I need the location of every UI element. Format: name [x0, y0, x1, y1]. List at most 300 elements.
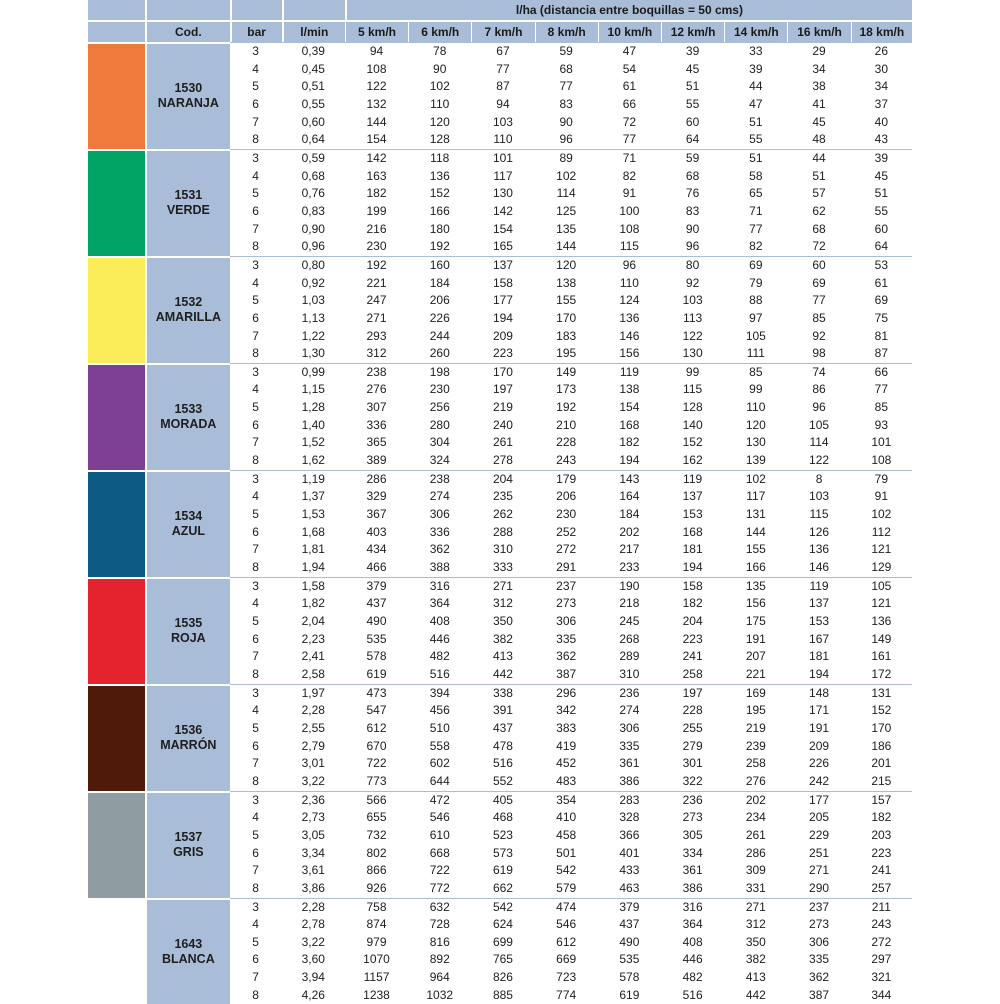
- rate-cell: 47: [724, 96, 787, 114]
- rate-cell: 34: [851, 78, 912, 96]
- rate-cell: 138: [598, 381, 661, 399]
- rate-cell: 54: [598, 61, 661, 79]
- rate-cell: 183: [535, 328, 598, 346]
- rate-cell: 194: [471, 310, 534, 328]
- rate-cell: 29: [787, 42, 850, 61]
- flow-cell: 2,36: [282, 791, 345, 810]
- rate-cell: 201: [851, 755, 912, 773]
- rate-cell: 120: [724, 417, 787, 435]
- rate-cell: 61: [598, 78, 661, 96]
- rate-cell: 99: [661, 363, 724, 382]
- rate-cell: 233: [598, 559, 661, 577]
- rate-cell: 83: [535, 96, 598, 114]
- rate-cell: 307: [345, 399, 408, 417]
- rate-cell: 149: [535, 363, 598, 382]
- rate-cell: 257: [851, 880, 912, 898]
- nozzle-color-name: ROJA: [147, 631, 229, 646]
- flow-cell: 2,58: [282, 666, 345, 684]
- column-header-speed: 8 km/h: [535, 20, 598, 42]
- flow-cell: 1,30: [282, 345, 345, 363]
- rate-cell: 45: [851, 168, 912, 186]
- rate-cell: 62: [787, 203, 850, 221]
- nozzle-code-cell: [145, 470, 229, 577]
- rate-cell: 221: [345, 275, 408, 293]
- rate-cell: 94: [345, 42, 408, 61]
- rate-cell: 77: [724, 221, 787, 239]
- rate-cell: 41: [787, 96, 850, 114]
- rate-cell: 219: [471, 399, 534, 417]
- nozzle-code: 1530: [147, 81, 229, 96]
- nozzle-code-cell: [145, 256, 229, 363]
- pressure-cell: 6: [230, 203, 282, 221]
- pressure-cell: 7: [230, 862, 282, 880]
- rate-cell: 361: [598, 755, 661, 773]
- rate-cell: 82: [598, 168, 661, 186]
- flow-cell: 4,26: [282, 987, 345, 1004]
- rate-cell: 108: [851, 452, 912, 470]
- rate-cell: 30: [851, 61, 912, 79]
- rate-cell: 148: [787, 684, 850, 703]
- flow-cell: 3,60: [282, 951, 345, 969]
- rate-cell: 278: [471, 452, 534, 470]
- rate-cell: 139: [724, 452, 787, 470]
- rate-cell: 463: [598, 880, 661, 898]
- rate-cell: 272: [851, 934, 912, 952]
- rate-cell: 274: [408, 488, 471, 506]
- rate-cell: 194: [661, 559, 724, 577]
- pressure-cell: 5: [230, 934, 282, 952]
- rate-cell: 558: [408, 738, 471, 756]
- rate-cell: 120: [408, 114, 471, 132]
- rate-cell: 194: [598, 452, 661, 470]
- nozzle-code: 1533: [147, 402, 229, 417]
- rate-cell: 169: [724, 684, 787, 703]
- rate-cell: 296: [535, 684, 598, 703]
- nozzle-code-cell: [145, 363, 229, 470]
- table-row: [88, 577, 912, 596]
- rate-cell: 90: [535, 114, 598, 132]
- rate-cell: 268: [598, 631, 661, 649]
- rate-cell: 124: [598, 292, 661, 310]
- table-row: [88, 684, 912, 703]
- rate-cell: 566: [345, 791, 408, 810]
- rate-cell: 258: [724, 755, 787, 773]
- rate-cell: 288: [471, 524, 534, 542]
- rate-cell: 386: [661, 880, 724, 898]
- rate-cell: 146: [598, 328, 661, 346]
- rate-cell: 85: [851, 399, 912, 417]
- pressure-cell: 6: [230, 738, 282, 756]
- nozzle-color-name: AMARILLA: [147, 310, 229, 325]
- rate-cell: 276: [724, 773, 787, 791]
- rate-cell: 612: [535, 934, 598, 952]
- rate-cell: 523: [471, 827, 534, 845]
- rate-cell: 306: [598, 720, 661, 738]
- rate-cell: 192: [535, 399, 598, 417]
- rate-cell: 59: [535, 42, 598, 61]
- rate-cell: 100: [598, 203, 661, 221]
- rate-cell: 110: [408, 96, 471, 114]
- flow-cell: 1,28: [282, 399, 345, 417]
- pressure-cell: 5: [230, 78, 282, 96]
- rate-cell: 39: [661, 42, 724, 61]
- column-header-lmin: l/min: [282, 20, 345, 42]
- rate-cell: 306: [535, 613, 598, 631]
- flow-cell: 0,55: [282, 96, 345, 114]
- nozzle-code-cell: [145, 577, 229, 684]
- flow-cell: 1,03: [282, 292, 345, 310]
- rate-cell: 114: [535, 185, 598, 203]
- rate-cell: 34: [787, 61, 850, 79]
- rate-cell: 92: [661, 275, 724, 293]
- rate-cell: 286: [345, 470, 408, 489]
- rate-cell: 333: [471, 559, 534, 577]
- rate-cell: 261: [471, 434, 534, 452]
- rate-cell: 158: [471, 275, 534, 293]
- nozzle-code-cell: [145, 684, 229, 791]
- rate-cell: 885: [471, 987, 534, 1004]
- rate-cell: 234: [724, 809, 787, 827]
- flow-cell: 0,83: [282, 203, 345, 221]
- rate-cell: 93: [851, 417, 912, 435]
- rate-cell: 77: [598, 131, 661, 149]
- column-header-speed: 6 km/h: [408, 20, 471, 42]
- rate-cell: 51: [724, 114, 787, 132]
- rate-cell: 83: [661, 203, 724, 221]
- rate-cell: 401: [598, 845, 661, 863]
- rate-cell: 335: [535, 631, 598, 649]
- rate-cell: 76: [661, 185, 724, 203]
- pressure-cell: 7: [230, 648, 282, 666]
- rate-cell: 137: [661, 488, 724, 506]
- rate-cell: 71: [724, 203, 787, 221]
- rate-cell: 472: [408, 791, 471, 810]
- pressure-cell: 5: [230, 185, 282, 203]
- rate-cell: 271: [471, 577, 534, 596]
- rate-cell: 722: [345, 755, 408, 773]
- rate-cell: 45: [661, 61, 724, 79]
- rate-cell: 160: [408, 256, 471, 275]
- rate-cell: 115: [661, 381, 724, 399]
- table-row: [88, 149, 912, 168]
- rate-cell: 102: [408, 78, 471, 96]
- rate-cell: 144: [724, 524, 787, 542]
- rate-cell: 546: [535, 916, 598, 934]
- flow-cell: 1,53: [282, 506, 345, 524]
- rate-cell: 142: [345, 149, 408, 168]
- pressure-cell: 6: [230, 951, 282, 969]
- rate-cell: 197: [661, 684, 724, 703]
- rate-cell: 466: [345, 559, 408, 577]
- rate-cell: 67: [471, 42, 534, 61]
- rate-cell: 276: [345, 381, 408, 399]
- rate-cell: 108: [345, 61, 408, 79]
- rate-cell: 105: [787, 417, 850, 435]
- nozzle-color-name: AZUL: [147, 524, 229, 539]
- rate-cell: 69: [851, 292, 912, 310]
- rate-cell: 388: [408, 559, 471, 577]
- rate-cell: 199: [345, 203, 408, 221]
- rate-cell: 164: [598, 488, 661, 506]
- rate-cell: 329: [345, 488, 408, 506]
- rate-cell: 419: [535, 738, 598, 756]
- rate-cell: 154: [471, 221, 534, 239]
- rate-cell: 99: [724, 381, 787, 399]
- color-swatch: [88, 42, 145, 149]
- rate-cell: 362: [408, 541, 471, 559]
- rate-cell: 316: [661, 898, 724, 917]
- flow-cell: 3,22: [282, 934, 345, 952]
- pressure-cell: 4: [230, 381, 282, 399]
- rate-cell: 926: [345, 880, 408, 898]
- rate-cell: 102: [724, 470, 787, 489]
- rate-cell: 119: [598, 363, 661, 382]
- flow-cell: 1,97: [282, 684, 345, 703]
- rate-cell: 77: [471, 61, 534, 79]
- rate-cell: 68: [535, 61, 598, 79]
- flow-cell: 0,99: [282, 363, 345, 382]
- pressure-cell: 5: [230, 827, 282, 845]
- rate-cell: 699: [471, 934, 534, 952]
- rate-cell: 163: [345, 168, 408, 186]
- rate-cell: 120: [535, 256, 598, 275]
- rate-cell: 60: [787, 256, 850, 275]
- header-blank-swatch-2: [88, 20, 145, 42]
- rate-cell: 125: [535, 203, 598, 221]
- rate-cell: 291: [535, 559, 598, 577]
- rate-cell: 379: [345, 577, 408, 596]
- rate-cell: 732: [345, 827, 408, 845]
- rate-cell: 272: [535, 541, 598, 559]
- rate-cell: 772: [408, 880, 471, 898]
- rate-cell: 96: [598, 256, 661, 275]
- rate-cell: 181: [661, 541, 724, 559]
- rate-cell: 115: [598, 238, 661, 256]
- pressure-cell: 6: [230, 845, 282, 863]
- rate-cell: 152: [851, 702, 912, 720]
- rate-cell: 206: [535, 488, 598, 506]
- rate-cell: 456: [408, 702, 471, 720]
- rate-cell: 153: [787, 613, 850, 631]
- rate-cell: 51: [787, 168, 850, 186]
- rate-cell: 251: [787, 845, 850, 863]
- rate-cell: 442: [471, 666, 534, 684]
- pressure-cell: 4: [230, 275, 282, 293]
- rate-cell: 410: [535, 809, 598, 827]
- rate-cell: 162: [661, 452, 724, 470]
- rate-cell: 386: [598, 773, 661, 791]
- rate-cell: 79: [724, 275, 787, 293]
- rate-cell: 203: [851, 827, 912, 845]
- rate-cell: 312: [345, 345, 408, 363]
- rate-cell: 552: [471, 773, 534, 791]
- color-swatch: [88, 684, 145, 791]
- color-swatch: [88, 256, 145, 363]
- rate-cell: 136: [787, 541, 850, 559]
- rate-cell: 118: [408, 149, 471, 168]
- rate-cell: 121: [851, 595, 912, 613]
- rate-cell: 192: [408, 238, 471, 256]
- rate-cell: 310: [598, 666, 661, 684]
- rate-cell: 364: [661, 916, 724, 934]
- rate-cell: 1238: [345, 987, 408, 1004]
- header-blank-swatch: [88, 0, 145, 20]
- rate-cell: 168: [598, 417, 661, 435]
- rate-cell: 1070: [345, 951, 408, 969]
- rate-cell: 310: [471, 541, 534, 559]
- rate-cell: 547: [345, 702, 408, 720]
- rate-cell: 144: [535, 238, 598, 256]
- rate-cell: 350: [724, 934, 787, 952]
- rate-cell: 87: [471, 78, 534, 96]
- rate-cell: 723: [535, 969, 598, 987]
- rate-cell: 722: [408, 862, 471, 880]
- rate-cell: 297: [851, 951, 912, 969]
- nozzle-code-cell: [145, 42, 229, 149]
- rate-cell: 38: [787, 78, 850, 96]
- pressure-cell: 6: [230, 96, 282, 114]
- rate-cell: 177: [471, 292, 534, 310]
- rate-cell: 236: [598, 684, 661, 703]
- pressure-cell: 8: [230, 773, 282, 791]
- rate-cell: 128: [661, 399, 724, 417]
- rate-cell: 442: [724, 987, 787, 1004]
- rate-cell: 210: [535, 417, 598, 435]
- flow-cell: 0,92: [282, 275, 345, 293]
- rate-cell: 391: [471, 702, 534, 720]
- color-swatch: [88, 470, 145, 577]
- rate-cell: 60: [661, 114, 724, 132]
- rate-cell: 405: [471, 791, 534, 810]
- flow-cell: 3,61: [282, 862, 345, 880]
- pressure-cell: 3: [230, 577, 282, 596]
- rate-cell: 182: [661, 595, 724, 613]
- rate-cell: 474: [535, 898, 598, 917]
- pressure-cell: 5: [230, 506, 282, 524]
- rate-cell: 244: [408, 328, 471, 346]
- flow-cell: 1,62: [282, 452, 345, 470]
- rate-cell: 362: [787, 969, 850, 987]
- rate-cell: 365: [345, 434, 408, 452]
- rate-cell: 81: [851, 328, 912, 346]
- rate-cell: 446: [408, 631, 471, 649]
- rate-cell: 85: [724, 363, 787, 382]
- rate-cell: 280: [408, 417, 471, 435]
- header-blank-lmin: [282, 0, 345, 20]
- rate-cell: 105: [851, 577, 912, 596]
- rate-cell: 362: [535, 648, 598, 666]
- rate-cell: 165: [471, 238, 534, 256]
- rate-cell: 437: [345, 595, 408, 613]
- rate-cell: 979: [345, 934, 408, 952]
- rate-cell: 434: [345, 541, 408, 559]
- rate-cell: 74: [787, 363, 850, 382]
- rate-cell: 45: [787, 114, 850, 132]
- table-body: [88, 42, 912, 1004]
- rate-cell: 87: [851, 345, 912, 363]
- rate-cell: 90: [661, 221, 724, 239]
- rate-cell: 144: [345, 114, 408, 132]
- rate-cell: 237: [787, 898, 850, 917]
- pressure-cell: 6: [230, 631, 282, 649]
- rate-cell: 51: [724, 149, 787, 168]
- column-header-speed: 5 km/h: [345, 20, 408, 42]
- rate-cell: 68: [787, 221, 850, 239]
- rate-cell: 105: [724, 328, 787, 346]
- rate-cell: 389: [345, 452, 408, 470]
- rate-cell: 94: [471, 96, 534, 114]
- rate-cell: 478: [471, 738, 534, 756]
- rate-cell: 619: [471, 862, 534, 880]
- rate-cell: 57: [787, 185, 850, 203]
- rate-cell: 336: [408, 524, 471, 542]
- rate-cell: 209: [787, 738, 850, 756]
- rate-cell: 458: [535, 827, 598, 845]
- rate-cell: 271: [787, 862, 850, 880]
- rate-cell: 304: [408, 434, 471, 452]
- rate-cell: 387: [535, 666, 598, 684]
- flow-cell: 1,52: [282, 434, 345, 452]
- pressure-cell: 3: [230, 149, 282, 168]
- rate-cell: 379: [598, 898, 661, 917]
- table-row: [88, 363, 912, 382]
- rate-cell: 103: [661, 292, 724, 310]
- rate-cell: 172: [851, 666, 912, 684]
- rate-cell: 490: [598, 934, 661, 952]
- column-header-speed: 7 km/h: [471, 20, 534, 42]
- header-blank-code: [145, 0, 229, 20]
- flow-cell: 0,80: [282, 256, 345, 275]
- rate-cell: 394: [408, 684, 471, 703]
- rate-cell: 182: [851, 809, 912, 827]
- pressure-cell: 8: [230, 987, 282, 1004]
- rate-cell: 198: [408, 363, 471, 382]
- nozzle-color-name: GRIS: [147, 845, 229, 860]
- flow-cell: 1,13: [282, 310, 345, 328]
- rate-cell: 48: [787, 131, 850, 149]
- rate-cell: 111: [724, 345, 787, 363]
- column-header-speed: 18 km/h: [851, 20, 912, 42]
- pressure-cell: 5: [230, 292, 282, 310]
- rate-cell: 130: [661, 345, 724, 363]
- rate-cell: 180: [408, 221, 471, 239]
- rate-cell: 112: [851, 524, 912, 542]
- flow-cell: 0,64: [282, 131, 345, 149]
- rate-cell: 322: [661, 773, 724, 791]
- nozzle-color-name: NARANJA: [147, 96, 229, 111]
- rate-cell: 243: [851, 916, 912, 934]
- rate-cell: 610: [408, 827, 471, 845]
- rate-cell: 184: [408, 275, 471, 293]
- rate-cell: 241: [851, 862, 912, 880]
- rate-cell: 230: [408, 381, 471, 399]
- flow-cell: 1,19: [282, 470, 345, 489]
- rate-cell: 217: [598, 541, 661, 559]
- rate-cell: 619: [598, 987, 661, 1004]
- nozzle-code: 1532: [147, 295, 229, 310]
- rate-cell: 194: [787, 666, 850, 684]
- rate-cell: 1032: [408, 987, 471, 1004]
- rate-cell: 283: [598, 791, 661, 810]
- rate-cell: 316: [408, 577, 471, 596]
- rate-cell: 670: [345, 738, 408, 756]
- rate-cell: 197: [471, 381, 534, 399]
- rate-cell: 142: [471, 203, 534, 221]
- flow-cell: 0,59: [282, 149, 345, 168]
- table-row: [88, 256, 912, 275]
- rate-cell: 293: [345, 328, 408, 346]
- rate-cell: 98: [787, 345, 850, 363]
